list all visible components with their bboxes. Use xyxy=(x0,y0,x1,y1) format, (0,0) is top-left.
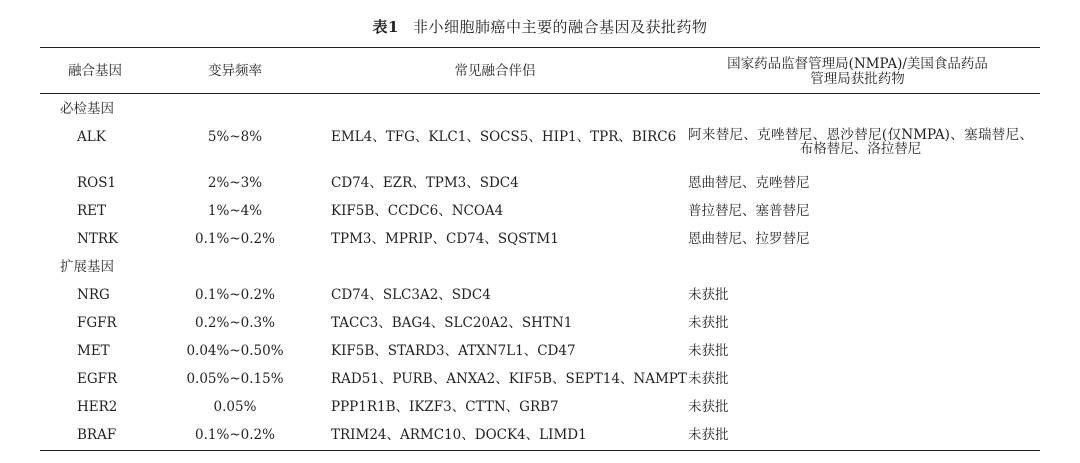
drugs-cell: 未获批 xyxy=(688,287,729,303)
table-number: 表1 xyxy=(372,18,399,36)
drugs-cell: 未获批 xyxy=(688,315,729,331)
table-row-group xyxy=(0,260,1080,288)
frequency-cell: 0.1%~0.2% xyxy=(195,287,275,303)
table-row xyxy=(0,204,1080,232)
partners-cell: RAD51、PURB、ANXA2、KIF5B、SEPT14、NAMPT xyxy=(331,371,687,387)
frequency-cell: 0.05%~0.15% xyxy=(186,371,284,387)
partners-cell: CD74、EZR、TPM3、SDC4 xyxy=(331,175,519,191)
partners-cell: TRIM24、ARMC10、DOCK4、LIMD1 xyxy=(331,427,587,443)
frequency-cell: 0.1%~0.2% xyxy=(195,427,275,443)
gene-cell: FGFR xyxy=(77,315,117,331)
drugs-cell: 普拉替尼、塞普替尼 xyxy=(688,203,810,219)
header-approved-drugs-line1: 国家药品监督管理局(NMPA)/美国食品药品 xyxy=(727,56,988,72)
group-label: 扩展基因 xyxy=(60,259,114,275)
table-bottom-rule xyxy=(40,450,1040,451)
table-header-rule xyxy=(40,93,1040,94)
table-row xyxy=(0,400,1080,428)
drugs-cell: 未获批 xyxy=(688,427,729,443)
gene-cell: EGFR xyxy=(77,371,118,387)
partners-cell: EML4、TFG、KLC1、SOCS5、HIP1、TPR、BIRC6 xyxy=(331,129,677,145)
table-top-rule xyxy=(40,47,1040,48)
header-approved-drugs-line2: 管理局获批药物 xyxy=(810,71,905,87)
frequency-cell: 5%~8% xyxy=(207,129,263,145)
gene-cell: HER2 xyxy=(77,399,118,415)
drugs-cell: 恩曲替尼、克唑替尼 xyxy=(688,175,810,191)
drugs-cell: 未获批 xyxy=(688,343,729,359)
partners-cell: KIF5B、STARD3、ATXN7L1、CD47 xyxy=(331,343,576,359)
gene-cell: NRG xyxy=(77,287,110,303)
gene-cell: ALK xyxy=(77,129,106,145)
table-title: 非小细胞肺癌中主要的融合基因及获批药物 xyxy=(412,18,708,36)
partners-cell: KIF5B、CCDC6、NCOA4 xyxy=(331,203,504,219)
drugs-cell: 阿来替尼、克唑替尼、恩沙替尼(仅NMPA)、塞瑞替尼、布格替尼、洛拉替尼 xyxy=(688,127,1033,157)
table-row xyxy=(0,176,1080,204)
frequency-cell: 0.1%~0.2% xyxy=(195,231,275,247)
partners-cell: CD74、SLC3A2、SDC4 xyxy=(331,287,491,303)
gene-cell: BRAF xyxy=(77,427,117,443)
table-row xyxy=(0,372,1080,400)
table-row xyxy=(0,127,1080,158)
gene-cell: MET xyxy=(77,343,110,359)
header-frequency: 变异频率 xyxy=(208,63,262,79)
partners-cell: TPM3、MPRIP、CD74、SQSTM1 xyxy=(331,231,559,247)
header-partners: 常见融合伴侣 xyxy=(454,63,536,79)
table-caption xyxy=(0,16,1080,37)
group-label: 必检基因 xyxy=(60,101,114,117)
frequency-cell: 2%~3% xyxy=(207,175,263,191)
table-row xyxy=(0,428,1080,456)
drugs-cell: 恩曲替尼、拉罗替尼 xyxy=(688,231,810,247)
frequency-cell: 0.05% xyxy=(213,399,257,415)
table-row xyxy=(0,344,1080,372)
gene-cell: ROS1 xyxy=(77,175,117,191)
table-row-group xyxy=(0,102,1080,130)
table-row xyxy=(0,316,1080,344)
frequency-cell: 0.2%~0.3% xyxy=(195,315,275,331)
frequency-cell: 1%~4% xyxy=(207,203,263,219)
partners-cell: PPP1R1B、IKZF3、CTTN、GRB7 xyxy=(331,399,559,415)
frequency-cell: 0.04%~0.50% xyxy=(186,343,284,359)
gene-cell: RET xyxy=(77,203,107,219)
table-row xyxy=(0,232,1080,260)
drugs-cell: 未获批 xyxy=(688,371,729,387)
table-row xyxy=(0,288,1080,316)
partners-cell: TACC3、BAG4、SLC20A2、SHTN1 xyxy=(331,315,573,331)
gene-cell: NTRK xyxy=(77,231,119,247)
header-fusion-gene: 融合基因 xyxy=(68,63,122,79)
drugs-cell: 未获批 xyxy=(688,399,729,415)
